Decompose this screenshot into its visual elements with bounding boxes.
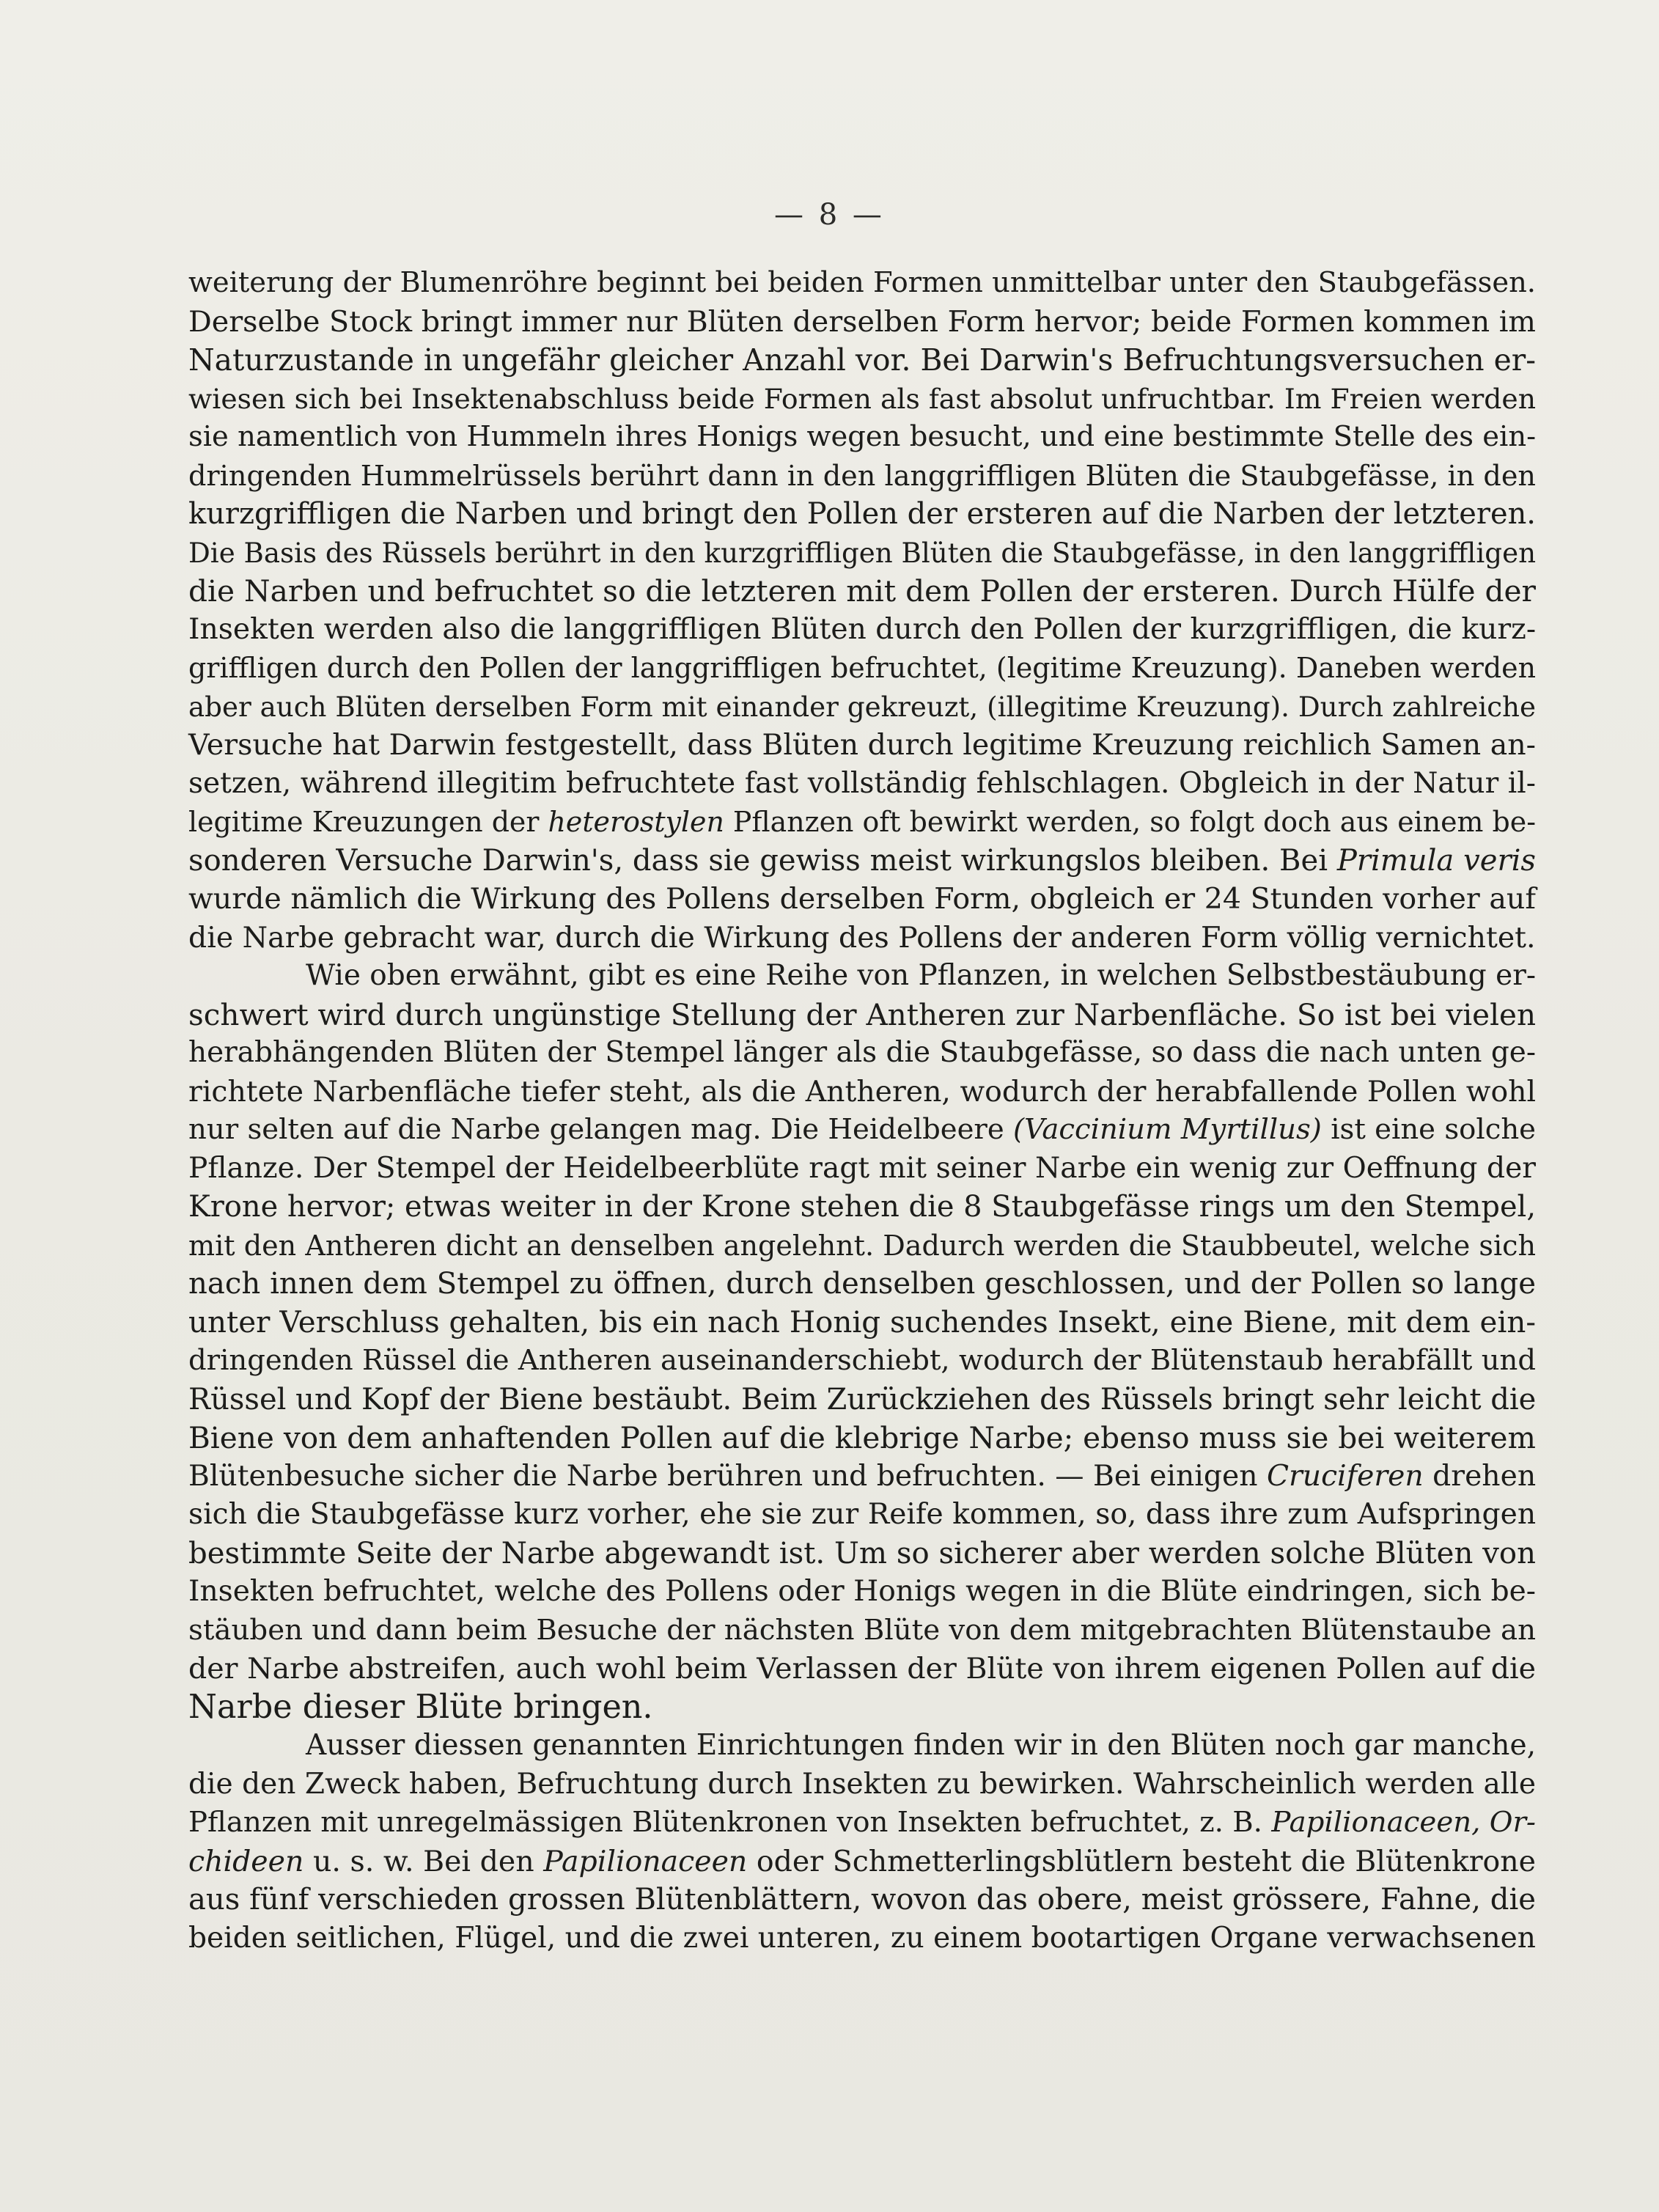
text-segment: die Narbe gebracht war, durch die Wirkung des Pollens der anderen Form völlig vernichtet. — [188, 920, 1536, 955]
text-line — [188, 842, 1536, 881]
text-line — [188, 303, 1536, 342]
text-segment: oder Schmetterlingsblütlern besteht die Blütenkrone — [747, 1844, 1537, 1878]
text-line — [188, 1419, 1536, 1458]
text-line — [188, 457, 1536, 496]
text-line — [188, 726, 1536, 765]
text-segment: Ausser diessen genannten Einrichtungen finden wir in den Blüten noch gar manche, — [306, 1729, 1536, 1762]
text-line — [188, 688, 1536, 727]
text-segment: legitime Kreuzungen der — [188, 806, 548, 838]
text-segment: sie namentlich von Hummeln ihres Honigs wegen besucht, und eine bestimmte Stelle des ein- — [188, 420, 1537, 453]
text-line — [188, 1919, 1536, 1958]
text-line — [188, 380, 1536, 419]
text-segment: Pflanzen oft bewirkt werden, so folgt doch aus einem be- — [724, 806, 1536, 838]
text-line — [188, 1727, 1536, 1765]
text-line — [188, 418, 1536, 457]
text-line — [188, 1188, 1536, 1227]
paragraph — [188, 1727, 1536, 1958]
text-segment: Narbe dieser Blüte bringen. — [188, 1688, 653, 1726]
text-line — [188, 1111, 1536, 1150]
text-segment: setzen, während illegitim befruchtete fast vollständig fehlschlagen. Obgleich in der Natur il- — [188, 766, 1536, 800]
text-segment: Krone hervor; etwas weiter in der Krone stehen die 8 Staubgefässe rings um den Stempel, — [188, 1190, 1536, 1224]
text-segment: aus fünf verschieden grossen Blütenblättern, wovon das obere, meist grössere, Fahne, die — [188, 1883, 1536, 1917]
text-line — [188, 1804, 1536, 1842]
text-segment: der Narbe abstreifen, auch wohl beim Verlassen der Blüte von ihrem eigenen Pollen auf die — [188, 1652, 1536, 1686]
italic-term: chideen — [188, 1844, 304, 1878]
text-segment: beiden seitlichen, Flügel, und die zwei unteren, zu einem bootartigen Organe verwachsenen — [188, 1921, 1536, 1955]
text-segment: aber auch Blüten derselben Form mit einander gekreuzt, (illegitime Kreuzung). Durch zahlreiche — [188, 690, 1536, 723]
text-line — [188, 1073, 1536, 1111]
text-segment: stäuben und dann beim Besuche der nächsten Blüte von dem mitgebrachten Blütenstaube an — [188, 1613, 1536, 1647]
text-segment: unter Verschluss gehalten, bis ein nach Honig suchendes Insekt, eine Biene, mit dem ein- — [188, 1304, 1536, 1340]
text-line — [188, 534, 1536, 573]
text-line — [188, 1650, 1536, 1689]
text-line — [188, 1381, 1536, 1419]
text-line — [188, 880, 1536, 919]
text-line — [188, 1150, 1536, 1188]
text-line — [188, 1342, 1536, 1381]
text-segment: Wie oben erwähnt, gibt es eine Reihe von Pflanzen, in welchen Selbstbestäubung er- — [306, 959, 1536, 992]
text-line — [188, 1765, 1536, 1804]
text-segment: u. s. w. Bei den — [304, 1844, 544, 1878]
page-number: — 8 — — [774, 198, 885, 232]
text-segment: ist eine solche — [1321, 1113, 1536, 1146]
text-segment: dringenden Hummelrüssels berührt dann in den langgriffligen Blüten die Staubgefässe, in den — [188, 459, 1536, 492]
text-line — [188, 1034, 1536, 1073]
italic-term: Cruciferen — [1266, 1459, 1424, 1493]
text-line — [188, 1573, 1536, 1612]
text-segment: mit den Antheren dicht an denselben angelehnt. Dadurch werden die Staubbeutel, welche sich — [188, 1229, 1536, 1262]
text-segment: sich die Staubgefässe kurz vorher, ehe sie zur Reife kommen, so, dass ihre zum Aufspringen — [188, 1498, 1537, 1531]
text-line — [188, 264, 1536, 303]
text-segment: bestimmte Seite der Narbe abgewandt ist. Um so sicherer aber werden solche Blüten von — [188, 1536, 1536, 1570]
text-segment: Blütenbesuche sicher die Narbe berühren und befruchten. — Bei einigen — [188, 1459, 1267, 1493]
text-segment: drehen — [1423, 1459, 1537, 1493]
text-segment: Biene von dem anhaftenden Pollen auf die klebrige Narbe; ebenso muss sie bei weiterem — [188, 1420, 1536, 1455]
text-line — [188, 1496, 1536, 1535]
text-segment: Derselbe Stock bringt immer nur Blüten derselben Form hervor; beide Formen kommen im — [188, 304, 1536, 339]
text-segment: Versuche hat Darwin festgestellt, dass Blüten durch legitime Kreuzung reichlich Samen an- — [188, 728, 1536, 762]
text-segment: Pflanzen mit unregelmässigen Blütenkronen von Insekten befruchtet, z. B. — [188, 1806, 1272, 1839]
text-segment: Pflanze. Der Stempel der Heidelbeerblüte ragt mit seiner Narbe ein wenig zur Oeffnung der — [188, 1151, 1536, 1185]
italic-term: Papilionaceen, Or- — [1271, 1806, 1536, 1839]
text-segment: Naturzustande in ungefähr gleicher Anzahl vor. Bei Darwin's Befruchtungsversuchen er- — [188, 342, 1536, 378]
text-line — [188, 1881, 1536, 1919]
body-text — [188, 264, 1536, 1958]
text-segment: weiterung der Blumenröhre beginnt bei beiden Formen unmittelbar unter den Staubgefässen. — [188, 266, 1536, 299]
text-segment: dringenden Rüssel die Antheren auseinanderschiebt, wodurch der Blütenstaub herabfällt und — [188, 1344, 1536, 1377]
text-line — [188, 1689, 1536, 1727]
text-segment: nach innen dem Stempel zu öffnen, durch denselben geschlossen, und der Pollen so lange — [188, 1267, 1536, 1301]
text-segment: herabhängenden Blüten der Stempel länger als die Staubgefässe, so dass die nach unten ge- — [188, 1036, 1537, 1069]
text-line — [188, 1304, 1536, 1342]
text-segment: die den Zweck haben, Befruchtung durch Insekten zu bewirken. Wahrscheinlich werden alle — [188, 1767, 1536, 1801]
text-segment: sonderen Versuche Darwin's, dass sie gewiss meist wirkungslos bleiben. Bei — [188, 843, 1337, 878]
text-line — [188, 1842, 1536, 1881]
text-line — [188, 803, 1536, 842]
text-segment: die Narben und befruchtet so die letzteren mit dem Pollen der ersteren. Durch Hülfe der — [188, 573, 1536, 609]
text-line — [188, 765, 1536, 804]
text-segment: wurde nämlich die Wirkung des Pollens derselben Form, obgleich er 24 Stunden vorher auf — [188, 882, 1536, 916]
text-line — [188, 1458, 1536, 1496]
text-line — [188, 341, 1536, 380]
text-segment: nur selten auf die Narbe gelangen mag. Die Heidelbeere — [188, 1113, 1014, 1146]
italic-term: Papilionaceen — [543, 1844, 748, 1878]
text-line — [188, 495, 1536, 534]
paragraph — [188, 264, 1536, 957]
text-line — [188, 957, 1536, 996]
italic-term: (Vaccinium Myrtillus) — [1013, 1113, 1322, 1146]
italic-term: Primula veris — [1336, 843, 1536, 878]
text-segment: Insekten befruchtet, welche des Pollens oder Honigs wegen in die Blüte eindringen, sich be- — [188, 1575, 1536, 1608]
text-line — [188, 996, 1536, 1035]
text-segment: Die Basis des Rüssels berührt in den kurzgriffligen Blüten die Staubgefässe, in den langgriffligen — [188, 536, 1537, 569]
text-line — [188, 1265, 1536, 1304]
text-line — [188, 649, 1536, 688]
text-segment: schwert wird durch ungünstige Stellung der Antheren zur Narbenfläche. So ist bei vielen — [188, 996, 1536, 1032]
paragraph — [188, 957, 1536, 1727]
text-segment: Insekten werden also die langgriffligen Blüten durch den Pollen der kurzgriffligen, die kurz- — [188, 612, 1537, 646]
italic-term: heterostylen — [548, 806, 724, 838]
text-line — [188, 1535, 1536, 1573]
text-line — [188, 572, 1536, 611]
text-segment: richtete Narbenfläche tiefer steht, als die Antheren, wodurch der herabfallende Pollen wohl — [188, 1074, 1537, 1109]
text-segment: Rüssel und Kopf der Biene bestäubt. Beim Zurückziehen des Rüssels bringt sehr leicht die — [188, 1382, 1537, 1417]
text-line — [188, 1227, 1536, 1265]
text-segment: wiesen sich bei Insektenabschluss beide Formen als fast absolut unfruchtbar. Im Freien werden — [188, 382, 1536, 415]
text-line — [188, 1612, 1536, 1650]
text-line — [188, 611, 1536, 650]
text-line — [188, 919, 1536, 958]
text-segment: griffligen durch den Pollen der langgriffligen befruchtet, (legitime Kreuzung). Daneben werden — [188, 652, 1536, 684]
text-segment: kurzgriffligen die Narben und bringt den Pollen der ersteren auf die Narben der letzteren. — [188, 497, 1536, 531]
